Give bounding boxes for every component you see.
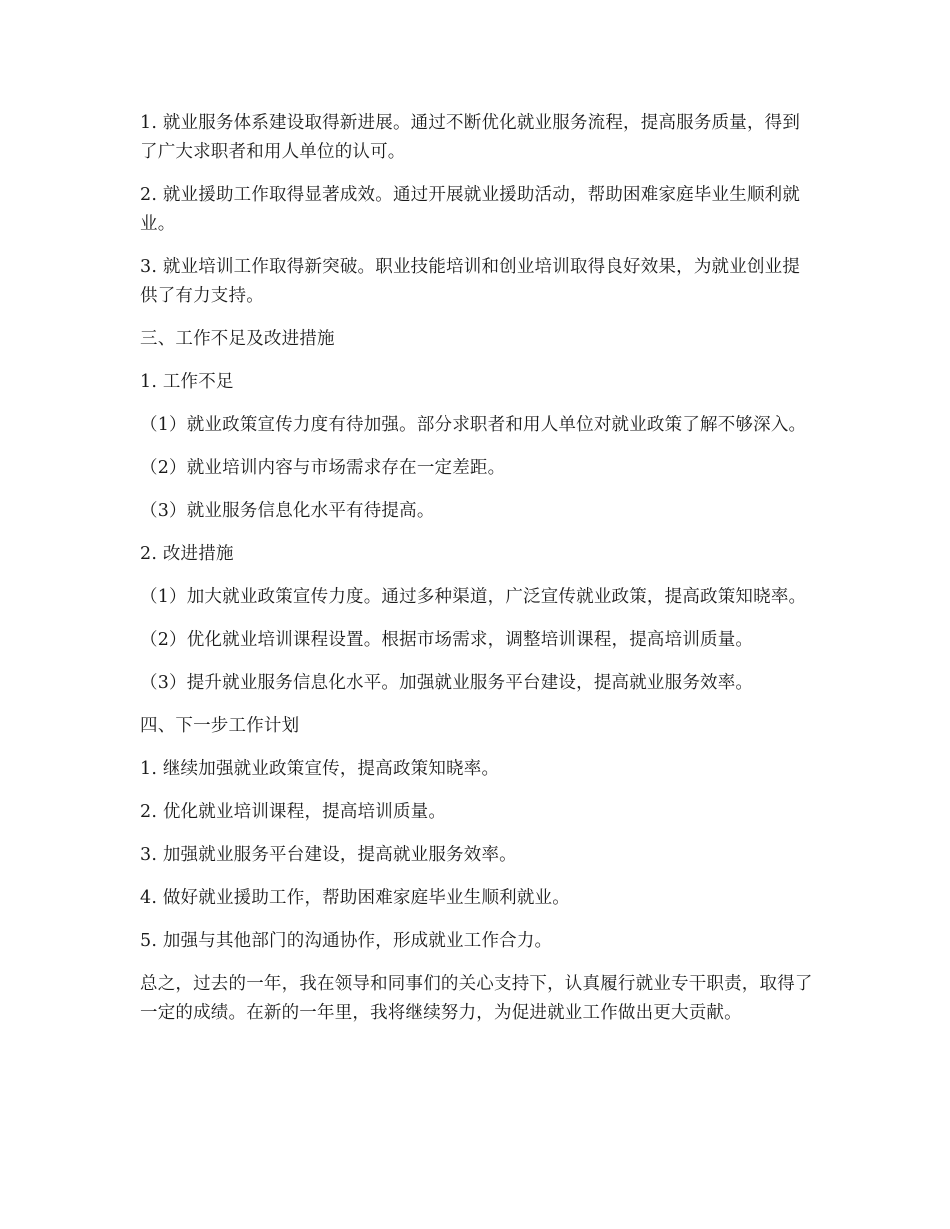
plan-item-1: 1. 继续加强就业政策宣传，提高政策知晓率。 (140, 759, 500, 779)
document-body (140, 109, 815, 1042)
plan-item-2: 2. 优化就业培训课程，提高培训质量。 (140, 802, 447, 822)
paragraph-employment-aid: 2. 就业援助工作取得显著成效。通过开展就业援助活动，帮助困难家庭毕业生顺利就业。 (140, 185, 801, 234)
paragraph-conclusion: 总之，过去的一年，我在领导和同事们的关心支持下，认真履行就业专干职责，取得了一定的成绩。在新的一年里，我将继续努力，为促进就业工作做出更大贡献。 (140, 974, 813, 1023)
shortcoming-item-3: （3）就业服务信息化水平有待提高。 (140, 501, 435, 521)
shortcoming-item-2: （2）就业培训内容与市场需求存在一定差距。 (140, 458, 506, 478)
section-heading-next-plan: 四、下一步工作计划 (140, 716, 300, 736)
shortcoming-item-1: （1）就业政策宣传力度有待加强。部分求职者和用人单位对就业政策了解不够深入。 (140, 415, 807, 435)
paragraph-training: 3. 就业培训工作取得新突破。职业技能培训和创业培训取得良好效果，为就业创业提供了有力支持。 (140, 257, 801, 306)
plan-item-5: 5. 加强与其他部门的沟通协作，形成就业工作合力。 (140, 931, 553, 951)
plan-item-4: 4. 做好就业援助工作，帮助困难家庭毕业生顺利就业。 (140, 888, 570, 908)
improvement-item-3: （3）提升就业服务信息化水平。加强就业服务平台建设，提高就业服务效率。 (140, 673, 754, 693)
improvement-item-2: （2）优化就业培训课程设置。根据市场需求，调整培训课程，提高培训质量。 (140, 630, 754, 650)
subheading-improvements: 2. 改进措施 (140, 544, 234, 564)
section-heading-shortcomings: 三、工作不足及改进措施 (140, 329, 335, 349)
subheading-shortcomings: 1. 工作不足 (140, 372, 234, 392)
improvement-item-1: （1）加大就业政策宣传力度。通过多种渠道，广泛宣传就业政策，提高政策知晓率。 (140, 587, 807, 607)
plan-item-3: 3. 加强就业服务平台建设，提高就业服务效率。 (140, 845, 517, 865)
paragraph-service-system: 1. 就业服务体系建设取得新进展。通过不断优化就业服务流程，提高服务质量，得到了广大求职者和用人单位的认可。 (140, 113, 801, 162)
